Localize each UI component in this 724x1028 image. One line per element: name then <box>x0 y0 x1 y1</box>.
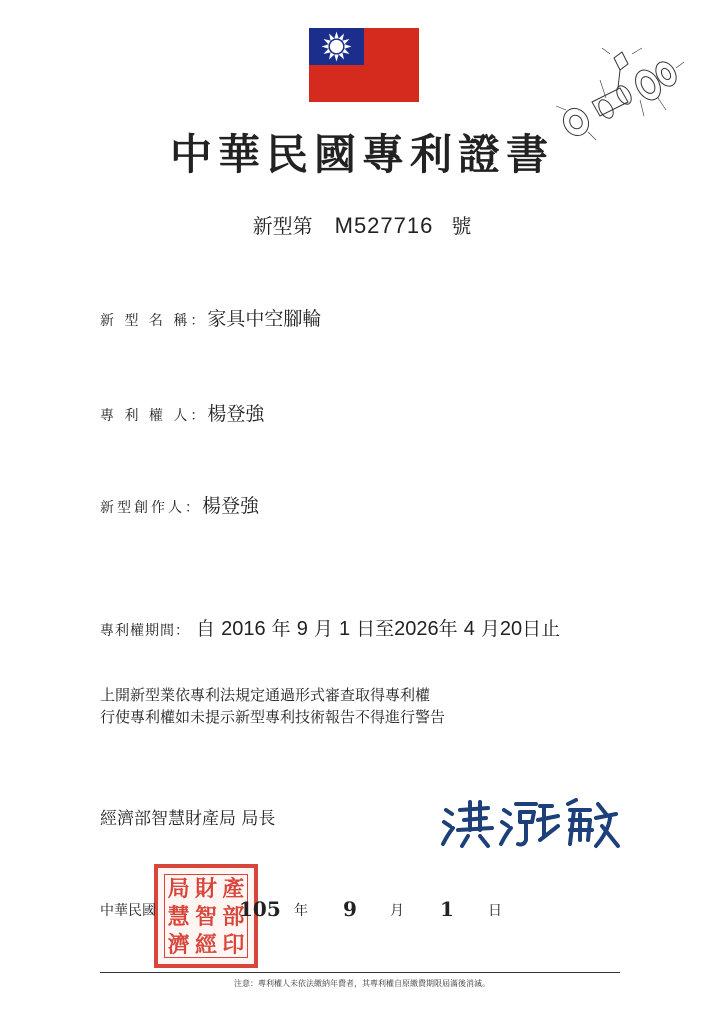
issue-day-char: 日 <box>488 903 502 919</box>
end-day: 20 <box>499 618 523 640</box>
issue-year: 105 <box>239 897 281 921</box>
end-month: 4 <box>463 618 475 640</box>
model-name-row <box>100 304 321 331</box>
footer-divider <box>100 972 620 973</box>
end-year: 2026 <box>394 618 439 640</box>
issue-day: 1 <box>440 897 454 921</box>
certificate-number: M527716 <box>334 213 434 238</box>
creator-row <box>100 491 259 518</box>
patentee-value: 楊登強 <box>207 403 265 425</box>
period-end-text: 日止 <box>522 618 561 640</box>
issue-date-row <box>100 897 620 924</box>
end-month-char: 月 <box>480 618 500 640</box>
start-month: 9 <box>296 618 308 640</box>
certificate-prefix: 新型第 <box>252 214 313 238</box>
end-year-char: 年 <box>438 618 458 640</box>
start-day: 1 <box>338 618 351 640</box>
patent-period-row <box>100 614 560 641</box>
issue-month-char: 月 <box>390 903 404 919</box>
start-year-char: 年 <box>271 618 291 640</box>
patentee-label: 專 利 權 人： <box>100 408 208 424</box>
issue-era: 中華民國 <box>100 903 156 919</box>
patent-period-label: 專利權期間： <box>100 623 190 639</box>
start-month-char: 月 <box>313 618 333 640</box>
seal-grid: 局 財 產 慧 智 部 濟 經 印 <box>164 874 248 958</box>
model-name-value: 家具中空腳輪 <box>207 308 322 330</box>
issuing-office: 經濟部智慧財產局 局長 <box>100 809 276 829</box>
certificate-number-line <box>0 210 724 239</box>
creator-value: 楊登強 <box>202 495 260 517</box>
roc-flag-icon <box>309 28 419 102</box>
statement-line-2: 行使專利權如未提示新型專利技術報告不得進行警告 <box>100 708 446 726</box>
issue-year-char: 年 <box>294 903 308 919</box>
start-year: 2016 <box>221 618 266 640</box>
issue-month: 9 <box>343 897 357 921</box>
document-title: 中華民國專利證書 <box>169 130 554 179</box>
creator-label: 新型創作人： <box>100 500 202 516</box>
patentee-row <box>100 399 264 426</box>
certificate-suffix: 號 <box>451 214 472 238</box>
period-from-text: 自 <box>196 618 216 640</box>
white-sun-icon <box>309 28 364 65</box>
handwritten-signature <box>440 796 620 856</box>
flag-canton <box>309 28 364 65</box>
footnote: 注意：專利權人未依法繳納年費者，其專利權自原繳費期限屆滿後消滅。 <box>234 979 490 988</box>
statement-line-1: 上開新型業依專利法規定通過形式審查取得專利權 <box>100 686 431 704</box>
period-to-text: 日至 <box>356 618 395 640</box>
model-name-label: 新 型 名 稱： <box>100 313 208 329</box>
